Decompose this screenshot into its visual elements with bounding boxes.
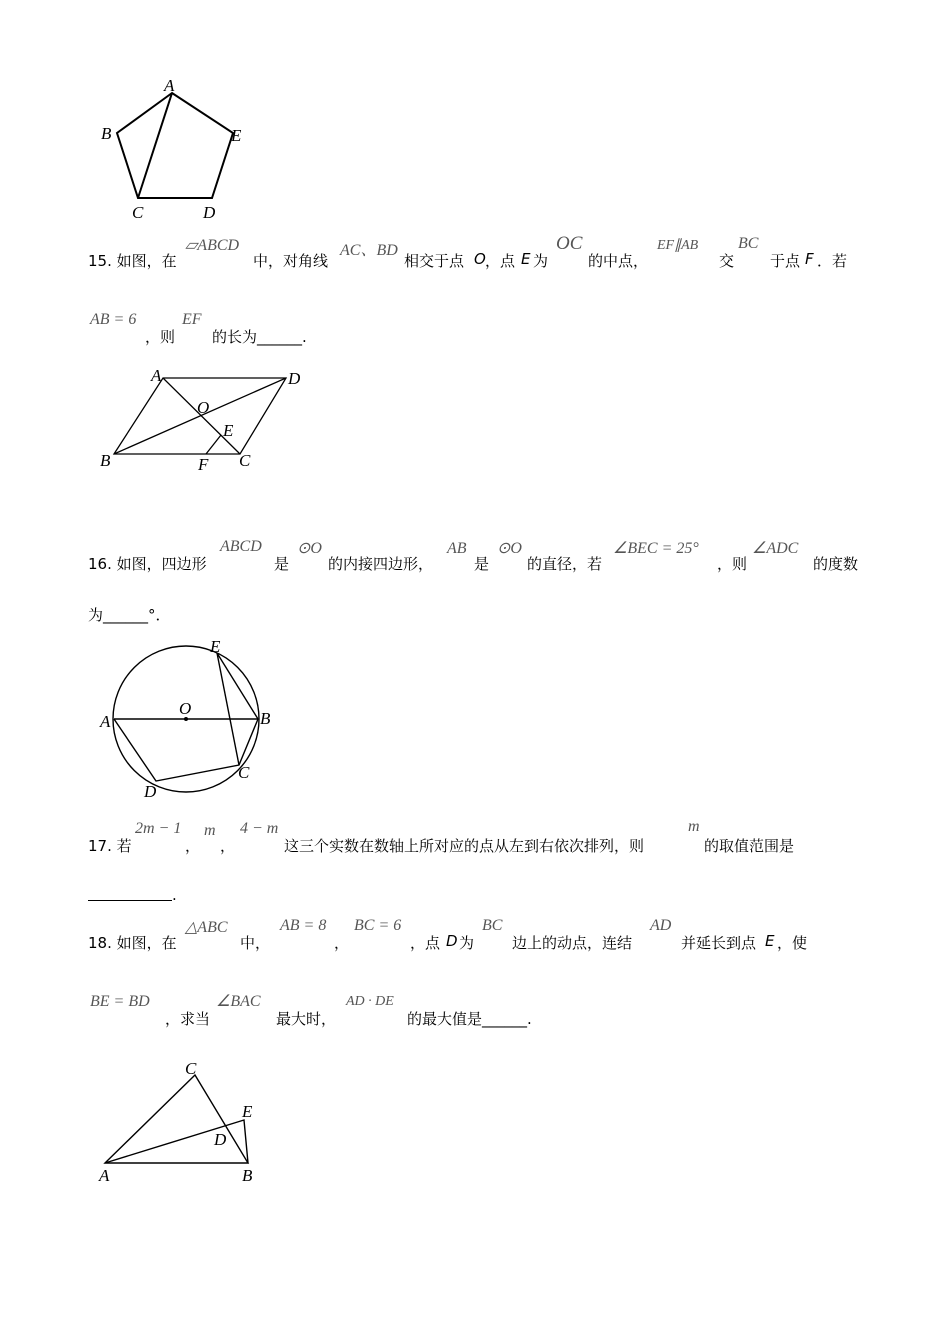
label-a: A: [151, 366, 162, 385]
q15-math-ab6: AB = 6: [90, 311, 137, 328]
q18-answer-prompt: 的最大值是______.: [407, 1010, 532, 1028]
q17-number: 17. 若: [88, 837, 132, 855]
q17-answer-blank: [88, 899, 172, 901]
label-b: B: [242, 1166, 253, 1185]
q16-answer-prompt: 为______°．: [88, 606, 171, 624]
parallelogram-figure: [95, 365, 315, 480]
q18-text: 边上的动点，连结: [512, 934, 633, 952]
circle-figure: [95, 635, 285, 805]
q18-math-bc6: BC = 6: [354, 917, 402, 934]
label-e: E: [210, 637, 221, 656]
q18-comma: ，: [334, 934, 350, 952]
q15-number: 15. 如图，在: [88, 252, 177, 270]
label-a: A: [164, 76, 175, 95]
q15-text: 交: [719, 252, 735, 270]
q15-text: 于点: [770, 252, 801, 270]
q16-math-circle-o-2: ⊙O: [497, 540, 522, 557]
label-f: F: [198, 455, 209, 474]
q15-text: ．若: [817, 252, 848, 270]
q18-number: 18. 如图，在: [88, 934, 177, 952]
q16-text: ，则: [717, 555, 748, 573]
q18-text: 并延长到点: [681, 934, 757, 952]
q17-comma: ，: [185, 837, 201, 855]
q16-text: 的内接四边形，: [328, 555, 434, 573]
label-e: E: [223, 421, 234, 440]
q17-math-m-2: m: [688, 818, 700, 835]
q15-text: 相交于点: [404, 252, 465, 270]
q17-period: .: [172, 886, 177, 904]
q16-math-angle-bec: ∠BEC = 25°: [613, 540, 699, 557]
q15-math-ac-bd: AC、BD: [340, 242, 398, 259]
q18-point-e: E: [765, 932, 775, 950]
q16-math-angle-adc: ∠ADC: [752, 540, 799, 557]
label-o: O: [197, 398, 210, 417]
q18-math-angle-bac: ∠BAC: [216, 993, 261, 1010]
q18-text: 最大时，: [276, 1010, 337, 1028]
q16-math-ab: AB: [447, 540, 467, 557]
label-b: B: [100, 451, 111, 470]
q18-math-ab8: AB = 8: [280, 917, 327, 934]
q15-point-f: F: [805, 250, 814, 268]
label-b: B: [101, 124, 112, 143]
q18-text: 为: [459, 934, 475, 952]
q17-math-2m-1: 2m − 1: [135, 820, 182, 837]
q15-math-ef: EF: [182, 311, 202, 328]
q17-math-m: m: [204, 822, 216, 839]
q15-answer-prompt: 的长为______.: [212, 328, 307, 346]
q15-point-o: O: [474, 250, 486, 268]
q18-math-be-bd: BE = BD: [90, 993, 150, 1010]
q15-point-e: E: [521, 250, 531, 268]
pentagon-figure: [95, 75, 255, 225]
label-d: D: [203, 203, 216, 222]
label-c: C: [238, 763, 250, 782]
q16-text: 是: [474, 555, 490, 573]
q18-point-d: D: [446, 932, 458, 950]
diagonal-ac: [138, 93, 172, 198]
q18-math-bc: BC: [482, 917, 503, 934]
q16-number: 16. 如图，四边形: [88, 555, 207, 573]
label-b: B: [260, 709, 271, 728]
q15-math-ef-ab: EF∥AB: [657, 238, 699, 253]
label-e: E: [242, 1102, 253, 1121]
q18-text: ，点: [410, 934, 441, 952]
label-a: A: [100, 712, 111, 731]
pentagon-shape: [117, 93, 233, 198]
q15-math-bc: BC: [738, 235, 759, 252]
label-c: C: [239, 451, 251, 470]
q17-math-4-m: 4 − m: [240, 820, 279, 837]
triangle-figure: [95, 1055, 275, 1190]
label-d: D: [144, 782, 157, 801]
q16-math-circle-o: ⊙O: [297, 540, 322, 557]
q15-text: 为: [533, 252, 549, 270]
q18-math-ad-de: AD · DE: [346, 994, 394, 1009]
q17-text: 的取值范围是: [704, 837, 795, 855]
q15-math-oc: OC: [556, 233, 583, 254]
q15-text: 的中点，: [588, 252, 649, 270]
label-c: C: [185, 1059, 197, 1078]
q16-text: 的度数: [813, 555, 859, 573]
label-o: O: [179, 699, 192, 718]
label-d: D: [214, 1130, 227, 1149]
label-a: A: [99, 1166, 110, 1185]
q16-text: 是: [274, 555, 290, 573]
q18-text: 中，: [240, 934, 271, 952]
q18-math-ad: AD: [650, 917, 672, 934]
label-d: D: [288, 369, 301, 388]
q16-text: 的直径，若: [527, 555, 603, 573]
q18-math-triangle-abc: △ABC: [185, 919, 228, 936]
triangle-abc: [105, 1075, 248, 1163]
segment-ef: [206, 435, 221, 454]
q16-math-abcd: ABCD: [220, 538, 262, 555]
q15-text: ，点: [485, 252, 516, 270]
label-e: E: [231, 126, 242, 145]
q17-text: 这三个实数在数轴上所对应的点从左到右依次排列，则: [284, 837, 645, 855]
label-c: C: [132, 203, 144, 222]
q15-text: 中，对角线: [253, 252, 329, 270]
q18-text: ，使: [777, 934, 808, 952]
q15-text: ，则: [145, 328, 176, 346]
q17-comma: ，: [220, 837, 236, 855]
q18-text: ，求当: [165, 1010, 211, 1028]
q15-math-abcd: ▱ABCD: [185, 237, 240, 254]
